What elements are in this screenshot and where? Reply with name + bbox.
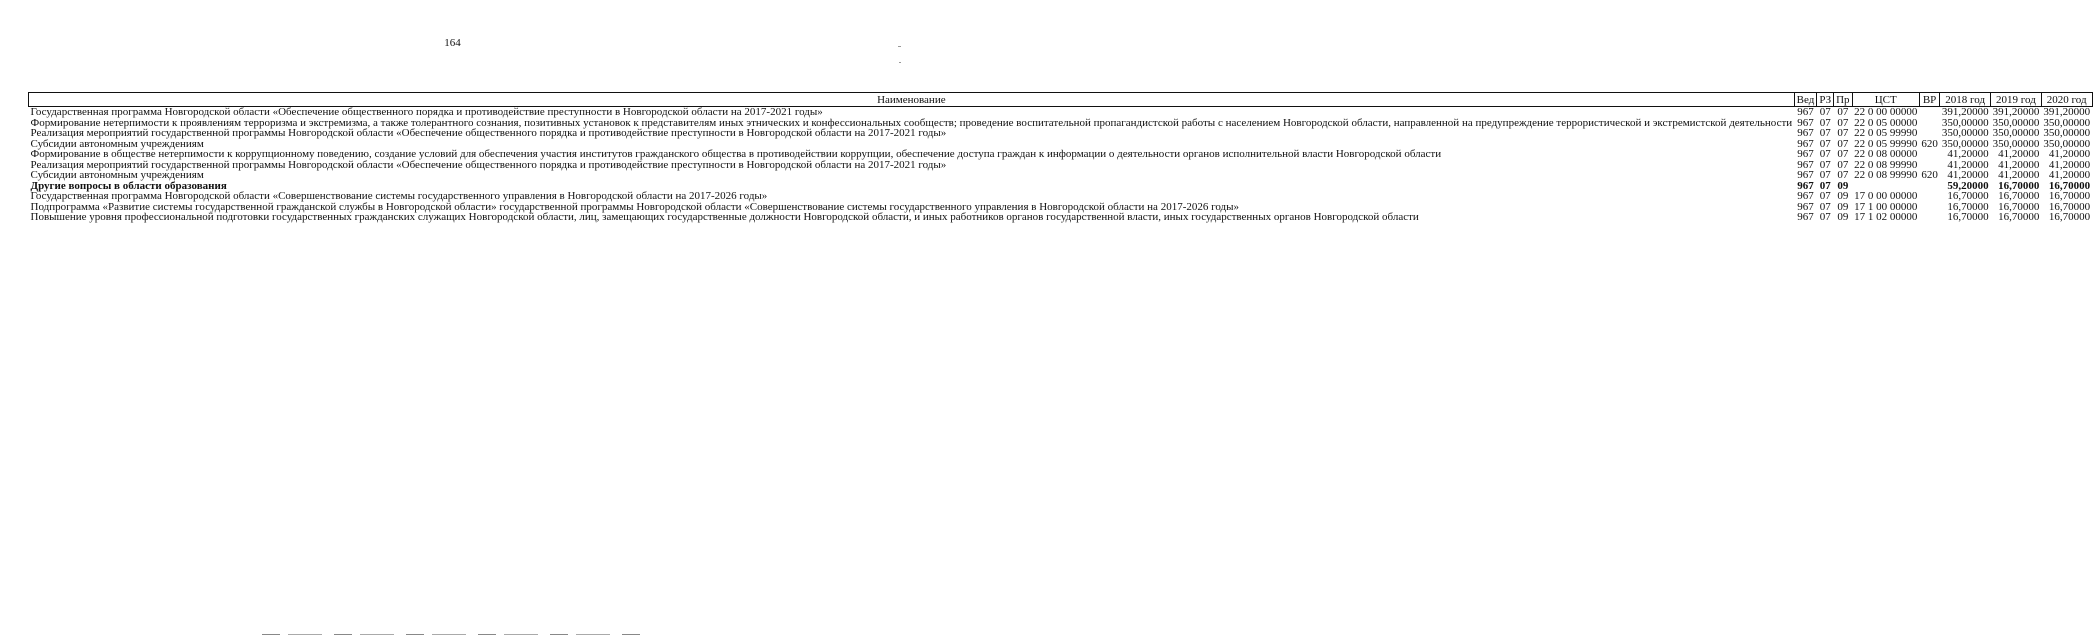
- header-2019: 2019 год: [1991, 93, 2042, 107]
- cell-2018: 350,00000: [1941, 127, 1989, 139]
- cell-pr: 07: [1837, 116, 1849, 129]
- table-row: [29, 160, 2093, 171]
- cell-pr: 07: [1837, 127, 1849, 139]
- scan-edge-mark: [898, 46, 901, 47]
- header-2020: 2020 год: [2041, 93, 2092, 107]
- cell-ved: 967: [1797, 211, 1814, 223]
- header-name: Наименование: [29, 93, 1795, 107]
- cell-vr: [1919, 107, 1940, 118]
- cell-cst: 22 0 05 00000: [1854, 116, 1918, 129]
- cell-vr: 620: [1921, 169, 1938, 181]
- cell-cst: 17 1 02 00000: [1854, 211, 1918, 223]
- cell-ved: 967: [1797, 127, 1814, 139]
- cell-ved: 967: [1797, 179, 1814, 192]
- cell-2020: 16,70000: [2048, 190, 2091, 202]
- cell-pr: 07: [1837, 137, 1849, 150]
- cell-vr: [1919, 149, 1940, 160]
- cell-2018: 391,20000: [1941, 106, 1989, 118]
- budget-table: [28, 92, 2093, 223]
- cell-name: Субсидии автономным учреждениям: [30, 137, 204, 150]
- cell-name: Другие вопросы в области образования: [30, 179, 227, 192]
- cell-vr: [1919, 118, 1940, 129]
- cell-name: Субсидии автономным учреждениям: [30, 169, 204, 181]
- cell-cst: 17 1 00 00000: [1854, 200, 1918, 213]
- cell-ved: 967: [1797, 158, 1814, 171]
- cell-rz: 07: [1819, 211, 1831, 223]
- cell-vr: [1919, 128, 1940, 139]
- cell-rz: 07: [1819, 179, 1831, 192]
- cell-cst: 22 0 00 00000: [1854, 106, 1918, 118]
- header-pr: Пр: [1834, 93, 1852, 107]
- cell-2019: 41,20000: [1998, 148, 2040, 160]
- cell-name: Реализация мероприятий государственной программы Новгородской области «Обеспечение общественного порядка и противодействие преступности в Новгородской области на 2017-2021 годы»: [30, 127, 947, 139]
- cell-2019: 391,20000: [1992, 106, 2040, 118]
- cell-rz: 07: [1819, 127, 1831, 139]
- cell-ved: 967: [1797, 137, 1814, 150]
- cell-2019: 41,20000: [1998, 158, 2040, 171]
- cell-rz: 07: [1819, 116, 1831, 129]
- cell-pr: 07: [1837, 169, 1849, 181]
- cell-cst: 22 0 08 99990: [1854, 169, 1918, 181]
- cell-2018: 16,70000: [1947, 200, 1989, 213]
- cell-2019: 350,00000: [1992, 127, 2040, 139]
- cell-vr: [1919, 202, 1940, 213]
- cell-rz: 07: [1819, 148, 1831, 160]
- cell-2019: 350,00000: [1992, 116, 2040, 129]
- cell-rz: 07: [1819, 158, 1831, 171]
- cell-ved: 967: [1797, 116, 1814, 129]
- cell-2020: 16,70000: [2048, 200, 2091, 213]
- cell-pr: 07: [1837, 148, 1849, 160]
- cell-vr: 620: [1921, 137, 1938, 150]
- cell-2020: 41,20000: [2048, 148, 2091, 160]
- cell-2020: 41,20000: [2048, 169, 2091, 181]
- scan-edge-mark: [899, 62, 901, 63]
- cell-2018: 41,20000: [1947, 148, 1989, 160]
- cell-cst: 22 0 08 00000: [1854, 148, 1918, 160]
- cell-2018: 41,20000: [1947, 158, 1989, 171]
- cell-pr: 09: [1837, 200, 1849, 213]
- table-row: [29, 149, 2093, 160]
- cell-cst: 22 0 05 99990: [1854, 137, 1918, 150]
- cell-2018: 350,00000: [1941, 137, 1989, 150]
- header-cst: ЦСТ: [1852, 93, 1919, 107]
- cell-2018: 16,70000: [1947, 211, 1989, 223]
- cell-2020: 391,20000: [2043, 106, 2091, 118]
- cell-2019: 350,00000: [1992, 137, 2040, 150]
- cell-ved: 967: [1797, 200, 1814, 213]
- cell-name: Реализация мероприятий государственной программы Новгородской области «Обеспечение общественного порядка и противодействие преступности в Новгородской области на 2017-2021 годы»: [30, 158, 947, 171]
- header-vr: ВР: [1919, 93, 1940, 107]
- cell-rz: 07: [1819, 169, 1831, 181]
- cell-cst: 22 0 05 99990: [1854, 127, 1918, 139]
- scan-artifact-line: [262, 634, 642, 635]
- cell-2018: 16,70000: [1947, 190, 1989, 202]
- header-ved: Вед: [1794, 93, 1817, 107]
- table-row: [29, 128, 2093, 139]
- cell-2019: 16,70000: [1998, 211, 2040, 223]
- cell-vr: [1919, 191, 1940, 202]
- cell-rz: 07: [1819, 190, 1831, 202]
- cell-name: Формирование нетерпимости к проявлениям терроризма и экстремизма, а также толерантного сознания, позитивных установок к представителям иных этнических и конфессиональных сообществ; проведение воспитательной пропагандистской работы с населением Новгородской области, направленной на предупреждение террористической и экстремистской деятельности: [30, 116, 1793, 129]
- cell-ved: 967: [1797, 169, 1814, 181]
- cell-2019: 41,20000: [1998, 169, 2040, 181]
- cell-2020: 16,70000: [2048, 179, 2091, 192]
- page-number: 164: [444, 37, 461, 49]
- cell-rz: 07: [1819, 106, 1831, 118]
- cell-2019: 16,70000: [1998, 190, 2040, 202]
- table-row: [29, 191, 2093, 202]
- cell-2018: 41,20000: [1947, 169, 1989, 181]
- header-rz: РЗ: [1817, 93, 1834, 107]
- cell-name: Подпрограмма «Развитие системы государственной гражданской службы в Новгородской области» государственной программы Новгородской области «Совершенствование системы государственного управления в Новгородской области на 2017-2026 годы»: [30, 200, 1240, 213]
- header-2018: 2018 год: [1940, 93, 1991, 107]
- cell-rz: 07: [1819, 137, 1831, 150]
- cell-name: Государственная программа Новгородской области «Обеспечение общественного порядка и противодействие преступности в Новгородской области на 2017-2021 годы»: [30, 106, 823, 118]
- cell-pr: 09: [1837, 179, 1849, 192]
- cell-ved: 967: [1797, 148, 1814, 160]
- cell-2019: 16,70000: [1998, 200, 2040, 213]
- cell-vr: [1919, 181, 1940, 192]
- cell-2018: 350,00000: [1941, 116, 1989, 129]
- table-row: [29, 107, 2093, 118]
- cell-2018: 59,20000: [1947, 179, 1989, 192]
- cell-pr: 07: [1837, 158, 1849, 171]
- cell-name: Повышение уровня профессиональной подготовки государственных гражданских служащих Новгородской области, лиц, замещающих государственные должности Новгородской области, и иных работников органов государственной власти, иных государственных органов Новгородской области: [30, 211, 1419, 223]
- table-row: [29, 170, 2093, 181]
- table-row: [29, 212, 2093, 223]
- cell-vr: [1919, 212, 1940, 223]
- cell-2020: 350,00000: [2043, 127, 2091, 139]
- cell-rz: 07: [1819, 200, 1831, 213]
- cell-pr: 09: [1837, 190, 1849, 202]
- cell-2020: 41,20000: [2048, 158, 2091, 171]
- cell-ved: 967: [1797, 190, 1814, 202]
- cell-pr: 07: [1837, 106, 1849, 118]
- cell-name: Государственная программа Новгородской области «Совершенствование системы государственного управления в Новгородской области на 2017-2026 годы»: [30, 190, 768, 202]
- cell-2020: 350,00000: [2043, 137, 2091, 150]
- cell-name: Формирование в обществе нетерпимости к коррупционному поведению, создание условий для обеспечения участия институтов гражданского общества в противодействии коррупции, обеспечение доступа граждан к информации о деятельности органов исполнительной власти Новгородской области: [30, 148, 1442, 160]
- cell-pr: 09: [1837, 211, 1849, 223]
- table-header-row: [29, 93, 2093, 107]
- cell-cst: 17 0 00 00000: [1854, 190, 1918, 202]
- table-body: [29, 107, 2093, 223]
- cell-2019: 16,70000: [1998, 179, 2040, 192]
- cell-ved: 967: [1797, 106, 1814, 118]
- cell-2020: 350,00000: [2043, 116, 2091, 129]
- cell-2020: 16,70000: [2048, 211, 2091, 223]
- cell-cst: 22 0 08 99990: [1854, 158, 1918, 171]
